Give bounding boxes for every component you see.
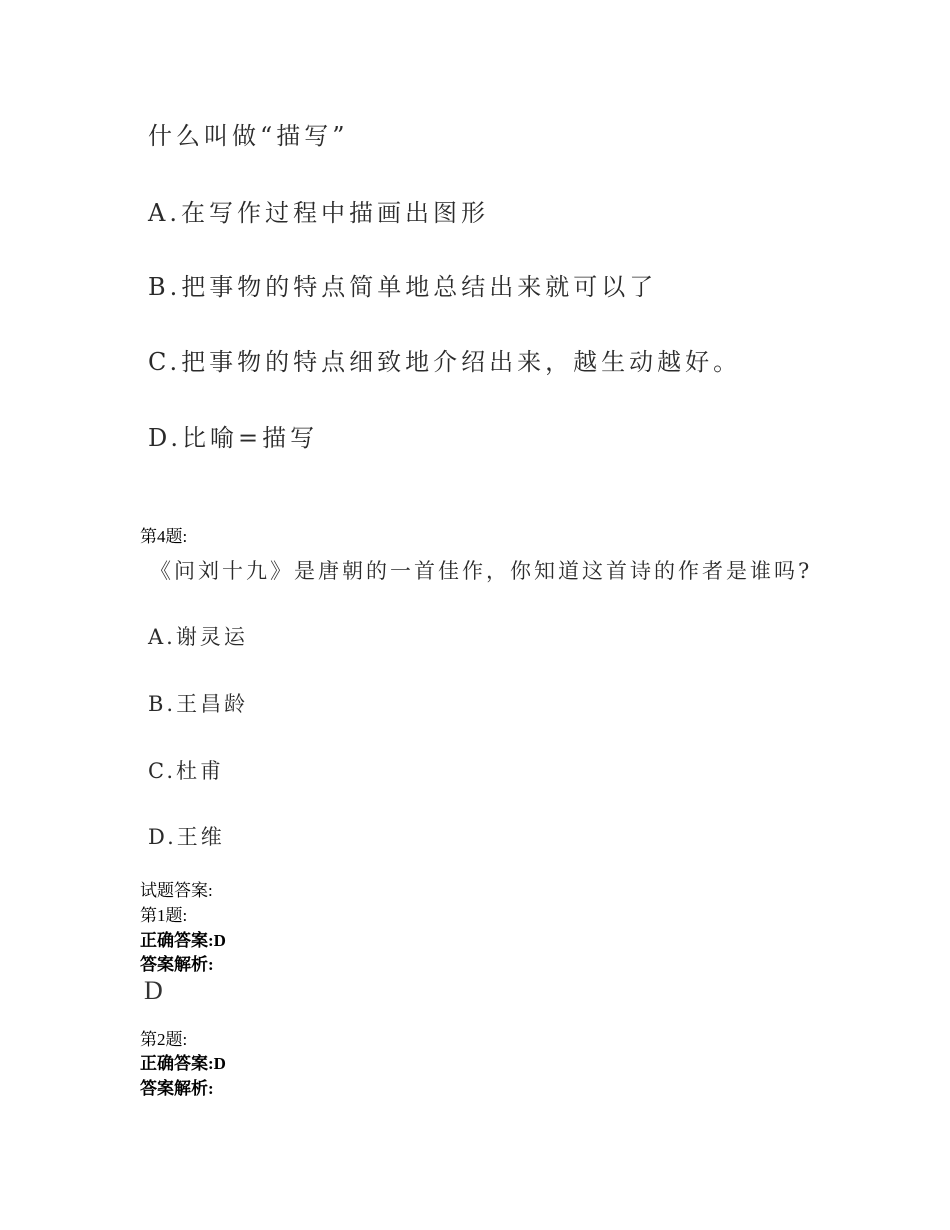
q4-option-d: D.王维: [148, 825, 225, 849]
q4-option-c: C.杜甫: [148, 759, 224, 783]
answer-q1-label: 第1题:: [140, 906, 188, 925]
answer-q2-label: 第2题:: [140, 1030, 188, 1049]
answer-q2-analysis-label: 答案解析:: [140, 1079, 214, 1098]
q3-option-b: B.把事物的特点简单地总结出来就可以了: [148, 273, 658, 301]
answer-q2-correct: 正确答案:D: [140, 1054, 226, 1073]
q3-option-a: A.在写作过程中描画出图形: [148, 199, 489, 227]
q4-option-a: A.谢灵运: [148, 625, 248, 649]
answer-q1-correct: 正确答案:D: [140, 931, 226, 950]
answer-q1-analysis-label: 答案解析:: [140, 955, 214, 974]
q4-option-b: B.王昌龄: [148, 692, 249, 716]
q3-option-d: D.比喻=描写: [148, 424, 319, 452]
answer-q1-analysis-value: D: [144, 976, 163, 1005]
q3-stem: 什么叫做“描写”: [148, 122, 349, 150]
q4-stem: 《问刘十九》是唐朝的一首佳作，你知道这首诗的作者是谁吗?: [150, 559, 813, 583]
answers-heading: 试题答案:: [140, 881, 213, 900]
q3-option-c: C.把事物的特点细致地介绍出来，越生动越好。: [148, 348, 742, 376]
q4-label: 第4题:: [140, 527, 188, 546]
